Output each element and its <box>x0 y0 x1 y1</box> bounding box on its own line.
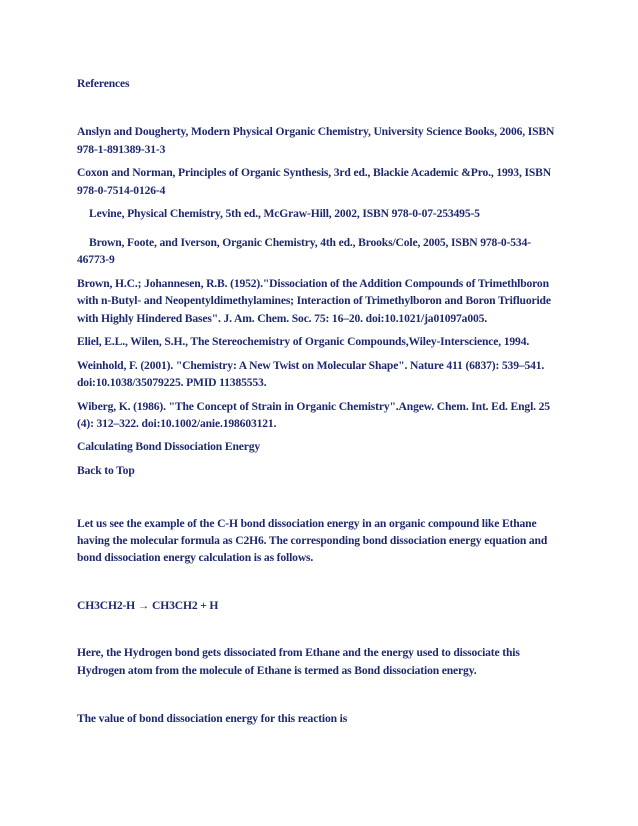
reference-line: Coxon and Norman, Principles of Organic Synthesis, 3rd ed., Blackie Academic &Pro., 1993, ISBN <box>77 166 551 179</box>
paragraph-line: Here, the Hydrogen bond gets dissociated from Ethane and the energy used to dissociate this <box>77 646 520 659</box>
reference-line: Brown, Foote, and Iverson, Organic Chemistry, 4th ed., Brooks/Cole, 2005, ISBN 978-0-534- <box>89 236 531 249</box>
back-to-top-link[interactable]: Back to Top <box>77 464 135 477</box>
reaction-equation: CH3CH2-H → CH3CH2 + H <box>77 599 219 612</box>
reference-line: (4): 312–322. doi:10.1002/anie.198603121. <box>77 417 277 430</box>
reference-line: 46773-9 <box>77 253 115 266</box>
reference-line: 978-0-7514-0126-4 <box>77 184 166 197</box>
reference-line: Weinhold, F. (2001). "Chemistry: A New Twist on Molecular Shape". Nature 411 (6837): 539–541. <box>77 359 545 372</box>
calculating-bond-dissociation-link[interactable]: Calculating Bond Dissociation Energy <box>77 440 261 453</box>
value-paragraph: The value of bond dissociation energy for this reaction is <box>77 712 348 725</box>
reference-line: Levine, Physical Chemistry, 5th ed., McGraw-Hill, 2002, ISBN 978-0-07-253495-5 <box>89 207 480 220</box>
paragraph-line: Let us see the example of the C-H bond dissociation energy in an organic compound like Ethane <box>77 517 537 530</box>
reference-line: Anslyn and Dougherty, Modern Physical Organic Chemistry, University Science Books, 2006, ISBN <box>77 125 555 138</box>
reference-line: Wiberg, K. (1986). "The Concept of Strain in Organic Chemistry".Angew. Chem. Int. Ed. Engl. 25 <box>77 400 550 413</box>
reference-line: with n-Butyl- and Neopentyldimethylamines; Interaction of Trimethylboron and Boron Trifluoride <box>77 294 551 307</box>
paragraph-line: having the molecular formula as C2H6. The corresponding bond dissociation energy equation and <box>77 534 548 547</box>
reference-line: Brown, H.C.; Johannesen, R.B. (1952)."Dissociation of the Addition Compounds of Trimethlboron <box>77 277 549 290</box>
reference-line: Eliel, E.L., Wilen, S.H., The Stereochemistry of Organic Compounds,Wiley-Interscience, 1994. <box>77 335 530 348</box>
reference-line: 978-1-891389-31-3 <box>77 143 166 156</box>
references-heading: References <box>77 77 130 90</box>
reference-line: doi:10.1038/35079225. PMID 11385553. <box>77 376 267 389</box>
reference-line: with Highly Hindered Bases". J. Am. Chem. Soc. 75: 16–20. doi:10.1021/ja01097a005. <box>77 312 488 325</box>
paragraph-line: Hydrogen atom from the molecule of Ethane is termed as Bond dissociation energy. <box>77 664 477 677</box>
paragraph-line: bond dissociation energy calculation is as follows. <box>77 551 314 564</box>
